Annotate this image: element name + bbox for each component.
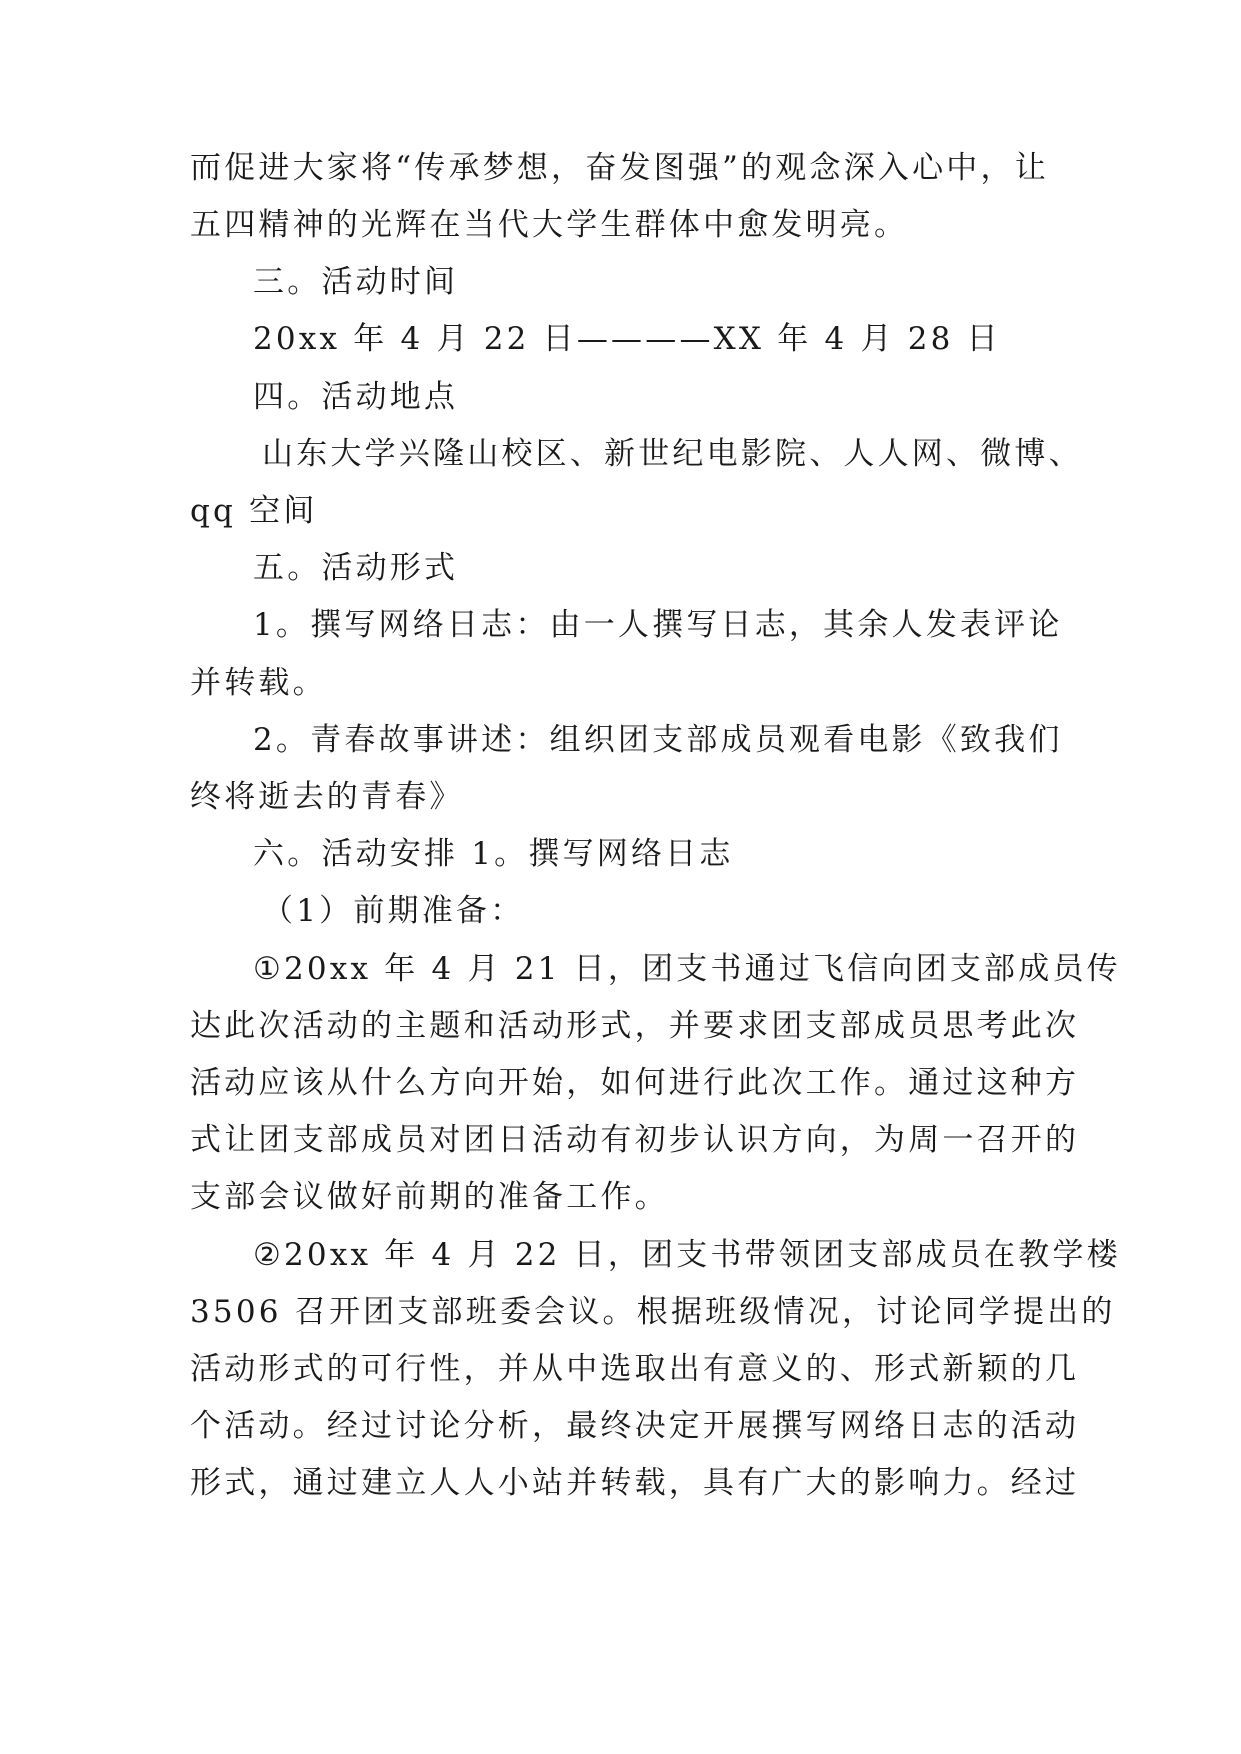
section-heading-format: 五。活动形式 — [253, 550, 459, 586]
text-line: 支部会议做好前期的准备工作。 — [190, 1179, 669, 1215]
text-line: 3506 召开团支部班委会议。根据班级情况，讨论同学提出的 — [190, 1294, 1116, 1330]
text-line: 终将逝去的青春》 — [190, 779, 464, 815]
text-line: 并转载。 — [190, 665, 327, 701]
text-line: 五四精神的光辉在当代大学生群体中愈发明亮。 — [190, 207, 909, 243]
text-line: ②20xx 年 4 月 22 日，团支书带领团支部成员在教学楼 — [253, 1237, 1121, 1273]
text-line: 而促进大家将“传承梦想，奋发图强”的观念深入心中，让 — [190, 150, 1049, 186]
text-line: 活动应该从什么方向开始，如何进行此次工作。通过这种方 — [190, 1065, 1080, 1101]
text-line: 山东大学兴隆山校区、新世纪电影院、人人网、微博、 — [262, 436, 1083, 472]
text-line: 1。撰写网络日志：由一人撰写日志，其余人发表评论 — [253, 607, 1063, 643]
text-line: 达此次活动的主题和活动形式，并要求团支部成员思考此次 — [190, 1008, 1080, 1044]
section-heading-schedule: 六。活动安排 1。撰写网络日志 — [253, 836, 734, 872]
text-line: ①20xx 年 4 月 21 日，团支书通过飞信向团支部成员传 — [253, 951, 1121, 987]
text-line: （1）前期准备： — [262, 893, 525, 929]
text-line: 20xx 年 4 月 22 日————XX 年 4 月 28 日 — [253, 321, 1001, 357]
text-line: qq 空间 — [190, 493, 318, 529]
text-line: 个活动。经过讨论分析，最终决定开展撰写网络日志的活动 — [190, 1408, 1080, 1444]
section-heading-location: 四。活动地点 — [253, 379, 459, 415]
text-line: 2。青春故事讲述：组织团支部成员观看电影《致我们 — [253, 722, 1063, 758]
section-heading-time: 三。活动时间 — [253, 264, 459, 300]
text-line: 形式，通过建立人人小站并转载，具有广大的影响力。经过 — [190, 1465, 1080, 1501]
text-line: 活动形式的可行性，并从中选取出有意义的、形式新颖的几 — [190, 1351, 1080, 1387]
text-line: 式让团支部成员对团日活动有初步认识方向，为周一召开的 — [190, 1122, 1080, 1158]
